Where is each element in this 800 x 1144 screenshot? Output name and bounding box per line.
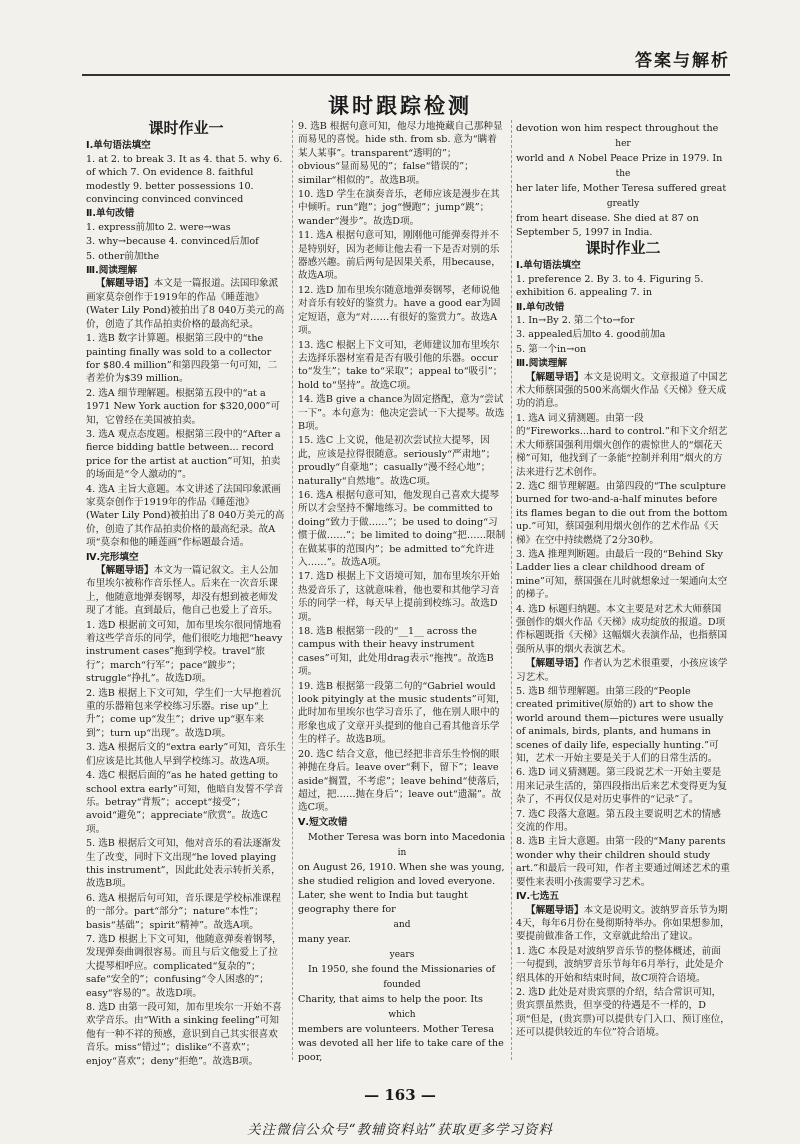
essay-line: from heart disease. She died at 87 on September 5, 1997 in India. (516, 213, 699, 238)
guide-lead: 【解题导语】 (526, 371, 584, 383)
section-heading: Ⅱ.单句改错 (86, 208, 135, 220)
answer-item: 13. 选C 根据上下文可知，老师建议加布里埃尔去选择乐器材室看是否有吸引他的乐器。occur to“发生”；take to“采取”；appeal to“吸引”；hold to“坚持”。故选C项。 (298, 339, 503, 391)
answer-item: 4. 选D 标题归纳题。本文主要是对艺术大师蔡国强创作的烟火作品《天梯》成功绽放的报道。D项作标题既指《天梯》这幅烟火表演作品，也指蔡国强所从事的烟火表演艺术。 (516, 603, 728, 655)
answer-item: 20. 选C 结合文意，他已经把非音乐生怜悯的眼神抛在身后。leave over“剩下，留下”；leave aside“搁置，不考虑”；leave behind“使落后，超过，把……抛在身后”；leave out“遗漏”。故选C项。 (298, 748, 506, 814)
answer-item: 4. 选A 主旨大意题。本文讲述了法国印象派画家莫奈创作于1919年的作品《睡莲池》(Water Lily Pond)被拍出了8 040万美元的高价，创造了其作品拍卖价格的最高纪录。故A项“莫奈和他的睡莲画”作标题最合适。 (86, 483, 285, 549)
column-left (86, 120, 286, 1080)
answer-text: 1. In→By 2. 第二个to→for (516, 315, 635, 327)
header-rule (82, 74, 730, 76)
answer-item: 10. 选D 学生在演奏音乐，老师应该是漫步在其中倾听。run“跑”；jog“慢跑”；jump“跳”；wander“漫步”。故选D项。 (298, 189, 500, 227)
answer-text: 5. 第一个in→on (516, 343, 587, 355)
page-title: 课时跟踪检测 (328, 94, 472, 118)
guide-text: 本文是说明文。波纳罗音乐节为期4天，每年6月份在曼彻斯特举办。你如果想参加，要提前做准备工作，文章就此给出了建议。 (516, 904, 730, 943)
guide-paragraph (516, 657, 730, 684)
column-divider (292, 120, 293, 1060)
section-heading: Ⅰ.单句语法填空 (86, 140, 151, 152)
error-correction-essay-continued (516, 122, 730, 240)
answer-item: 12. 选D 加布里埃尔随意地弹奏钢琴，老师说他对音乐有较好的鉴赏力。have a good ear为固定短语，意为“对……有很好的鉴赏力”。故选A项。 (298, 284, 501, 337)
page-number: — 163 — (364, 1086, 436, 1104)
guide-paragraph (516, 371, 730, 411)
answer-text: 5. other前加the (86, 250, 160, 262)
guide-paragraph (86, 277, 286, 331)
answer-item: 7. 选C 段落大意题。第五段主要说明艺术的情感交流的作用。 (516, 808, 721, 834)
error-correction-essay (298, 831, 506, 1066)
section-heading: Ⅰ.单句语法填空 (516, 260, 581, 272)
answer-item: 5. 选B 根据后文可知，他对音乐的看法逐渐发生了改变，同时下文出现“he loved playing this instrument”，因此此处表示转折关系，故选B项。 (86, 838, 281, 890)
section-heading: Ⅴ.短文改错 (298, 816, 348, 828)
answer-item: 3. 选A 根据后文的“extra early”可知，音乐生们应该是比其他人早到学校练习。故选A项。 (86, 742, 286, 767)
essay-line: Charity, that aims to help the poor. Its (298, 994, 483, 1006)
answer-item: 3. 选A 观点态度题。根据第三段中的“After a fierce bidding battle between... record price for the artist at auction”可知，拍卖的场面是“令人激动的”。 (86, 428, 281, 481)
essay-correction: founded (383, 980, 421, 991)
guide-lead: 【解题导语】 (96, 565, 154, 576)
answer-item: 6. 选D 词义猜测题。第三段说艺术一开始主要是用来记录生活的，第四段指出后来艺术变得更为复杂了，不再仅仅是对历史事件的“记录”了。 (516, 767, 728, 806)
guide-text: 本文为一篇记叙文。主人公加布里埃尔被称作音乐怪人。后来在一次音乐课上，他随意地弹奏钢琴，却没有想到被老师发现了才能。直到最后，他自己也爱上了音乐。 (86, 565, 279, 617)
section-heading: Ⅳ.七选五 (516, 891, 559, 903)
answer-item: 2. 选C 细节理解题。由第四段的“The sculpture burned for two-and-a-half minutes before its flames began to die out from the bottom up.”可知，蔡国强利用烟火创作的艺术作品《天梯》在空中持续燃烧了2分30秒。 (516, 480, 728, 546)
answer-text: 3. why→because 4. convinced后加of (86, 236, 259, 248)
guide-lead: 【解题导语】 (526, 658, 584, 670)
guide-paragraph (86, 564, 286, 618)
essay-correction: her (615, 139, 631, 149)
guide-text: 作者认为艺术很重要，小孩应该学习艺术。 (516, 658, 728, 683)
guide-lead: 【解题导语】 (526, 904, 584, 916)
answer-item: 2. 选D 此处是对贵宾票的介绍，结合常识可知，贵宾票虽然贵，但享受的待遇是不一样的，D项“但是，(贵宾票)可以提供专门入口、预订座位，还可以提供较近的车位”符合语境。 (516, 986, 730, 1039)
answer-item: 1. 选B 数字计算题。根据第三段中的“the painting finally was sold to a collector for $80.4 million”和第四段第一句可知，二者差价为$39 million。 (86, 333, 278, 385)
footer-note: 关注微信公众号“教辅资料站”获取更多学习资料 (247, 1122, 553, 1138)
header-section-label: 答案与解析 (635, 51, 730, 71)
answer-item: 4. 选C 根据后面的“as he hated getting to school extra early”可知，他暗自发誓不学音乐。betray“背叛”；accept“接受”；avoid“避免”；appreciate“欣赏”。故选C项。 (86, 770, 284, 835)
answer-item: 5. 选B 细节理解题。由第三段的“People created primitive(原始的) art to show the world around them—pictures were usually of animals, birds, plants, and humans in scenes of daily life, especially hunting.”可知，艺术一开始主要是关于人们的日常生活的。 (516, 686, 724, 765)
column-right (516, 120, 730, 1066)
essay-line: members are volunteers. Mother Teresa was devoted all her life to take care of the poor, (298, 1024, 504, 1064)
essay-correction: and (393, 920, 411, 931)
guide-paragraph (516, 904, 730, 944)
answer-item: 17. 选D 根据上下文语境可知，加布里埃尔开始热爱音乐了，这就意味着，他也要和其他学习音乐的同学一样，每天早上提前到校练习。故选D项。 (298, 571, 500, 623)
answer-text: 1. preference 2. By 3. to 4. Figuring 5. exhibition 6. appealing 7. in (516, 273, 704, 299)
guide-lead: 【解题导语】 (96, 278, 154, 290)
essay-line: In 1950, she found the Missionaries of (308, 964, 496, 976)
essay-correction: in (397, 848, 407, 859)
answer-item: 9. 选B 根据句意可知，他尽力地掩藏自己那种显而易见的喜悦。hide sth. from sb. 意为“瞒着某人某事”。transparent“透明的”；obvious“显而易见的”；false“错误的”；similar“相似的”。故选B项。 (298, 121, 503, 186)
essay-line: devotion won him respect throughout the (516, 123, 719, 134)
column-middle (298, 120, 506, 1066)
answer-text: 3. appealed后加to 4. good前加a (516, 329, 666, 341)
guide-text: 本文是一篇报道。法国印象派画家莫奈创作于1919年的作品《睡莲池》(Water Lily Pond)被拍出了8 040万美元的高价，创造了其作品拍卖价格的最高纪录。 (86, 278, 285, 330)
essay-line: Mother Teresa was born into Macedonia (308, 832, 506, 844)
answer-item: 1. 选A 词义猜测题。由第一段的“Fireworks...hard to control.”和下文介绍艺术大师蔡国强利用烟火创作的震惊世人的“烟花天梯”可知，他找到了一条能“控制并利用”烟火的方法来进行艺术创作。 (516, 412, 728, 478)
answer-item: 2. 选A 细节理解题。根据第五段中的“at a 1971 New York auction for $320,000”可知，它曾经在美国被拍卖。 (86, 387, 280, 426)
essay-correction: greatly (606, 199, 640, 209)
answer-item: 1. 选D 根据前文可知，加布里埃尔很同情地看着这些学音乐的同学，他们很吃力地把“heavy instrument cases”拖到学校。travel“旅行”；march“行军”；pace“踱步”；struggle“挣扎”。故选D项。 (86, 619, 283, 685)
answer-item: 19. 选B 根据第一段第二句的“Gabriel would look pityingly at the music students”可知，此时加布里埃尔也学习音乐了，他在别人眼中的形象也成了文章开头提到的他自己看其他音乐学生的样子。故选B项。 (298, 680, 506, 746)
essay-line: world and ∧ Nobel Peace Prize in 1979. In (516, 153, 723, 164)
answer-item: 14. 选B give a chance为固定搭配，意为“尝试一下”。本句意为：他决定尝试一下大提琴。故选B项。 (298, 394, 505, 432)
essay-line: her later life, Mother Teresa suffered great (516, 183, 727, 194)
section-heading: Ⅲ.阅读理解 (86, 265, 138, 277)
essay-correction: the (615, 169, 631, 179)
answer-item: 7. 选D 根据上下文可知，他随意弹奏着钢琴，发现弹奏曲调很容易。而且与后文他爱上了拉大提琴相呼应。complicated“复杂的”；safe“安全的”；confusing“令人困惑的”；easy“容易的”。故选D项。 (86, 933, 282, 999)
guide-text: 本文是说明文。文章报道了中国艺术大师蔡国强的500米高烟火作品《天梯》登天成功的消息。 (516, 371, 728, 410)
answer-text: 1. at 2. to break 3. It as 4. that 5. why 6. of which 7. On evidence 8. faithful modestly 9. better possessions 10. convincing convinced convinced (86, 153, 283, 206)
answer-item: 15. 选C 上文说，他是初次尝试拉大提琴，因此，应该是拉得很随意。seriously“严肃地”；proudly“自豪地”；casually“漫不经心地”；naturally“自然地”。故选C项。 (298, 435, 496, 487)
essay-line: many year. (298, 934, 351, 946)
answer-item: 2. 选B 根据上下文可知，学生们一大早抱着沉重的乐器箱包来学校练习乐器。rise up“上升”；come up“发生”；drive up“驱车来到”；turn up“出现”。故选D项。 (86, 687, 281, 739)
answer-item: 11. 选A 根据句意可知，刚刚他可能弹奏得并不是特别好，因为老师让他去看一下是否对别的乐器感兴趣。前后两句是因果关系，用because，故选A项。 (298, 230, 501, 282)
answer-text: 1. express前加to 2. were→was (86, 221, 231, 233)
unit-title: 课时作业一 (148, 120, 224, 137)
essay-correction: which (388, 1010, 416, 1021)
section-heading: Ⅳ.完形填空 (86, 551, 139, 563)
answer-item: 1. 选C 本段是对波纳罗音乐节的整体概述，前面一句提到，波纳罗音乐节每年6月举行，此处是介绍具体的开始和结束时间，故C项符合语境。 (516, 945, 724, 984)
column-divider (511, 120, 512, 1060)
answer-item: 16. 选A 根据句意可知，他发现自己喜欢大提琴所以才会坚持不懈地练习。be committed to doing“致力于做……”；be used to doing“习惯于做……”；be limited to doing“把……限制在做某事的范围内”；be admitted to“允许进入……”。故选A项。 (298, 489, 506, 568)
unit-title: 课时作业二 (585, 239, 661, 257)
answer-item: 3. 选A 推理判断题。由最后一段的“Behind Sky Ladder lies a clear childhood dream of mine”可知，蔡国强在儿时就想象过一架通向太空的梯子。 (516, 548, 728, 601)
essay-line: on August 26, 1910. When she was young, she studied religion and loved everyone. Later, she went to India but taught geography there for (298, 862, 505, 916)
answer-item: 6. 选A 根据后句可知，音乐课是学校标准课程的一部分。part“部分”；nature“本性”；basis“基础”；spirit“精神”。故选A项。 (86, 892, 281, 931)
section-heading: Ⅱ.单句改错 (516, 301, 565, 313)
answer-item: 8. 选D 由第一段可知，加布里埃尔一开始不喜欢学音乐。由“With a sinking feeling”可知他有一种不祥的预感，意识到自己其实很喜欢音乐。miss“错过”；dislike“不喜欢”；enjoy“喜欢”；deny“拒绝”。故选B项。 (86, 1002, 282, 1067)
answer-item: 18. 选B 根据第一段的“__1__ across the campus with their heavy instrument cases”可知，此处用drag表示“拖拽”。故选B项。 (298, 626, 494, 678)
section-heading: Ⅲ.阅读理解 (516, 358, 568, 370)
essay-correction: years (389, 950, 415, 961)
answer-item: 8. 选B 主旨大意题。由第一段的“Many parents wonder why their children should study art.”和最后一段可知，作者主要通过阐述艺术的重要性来表明小孩需要学习艺术。 (516, 836, 730, 888)
